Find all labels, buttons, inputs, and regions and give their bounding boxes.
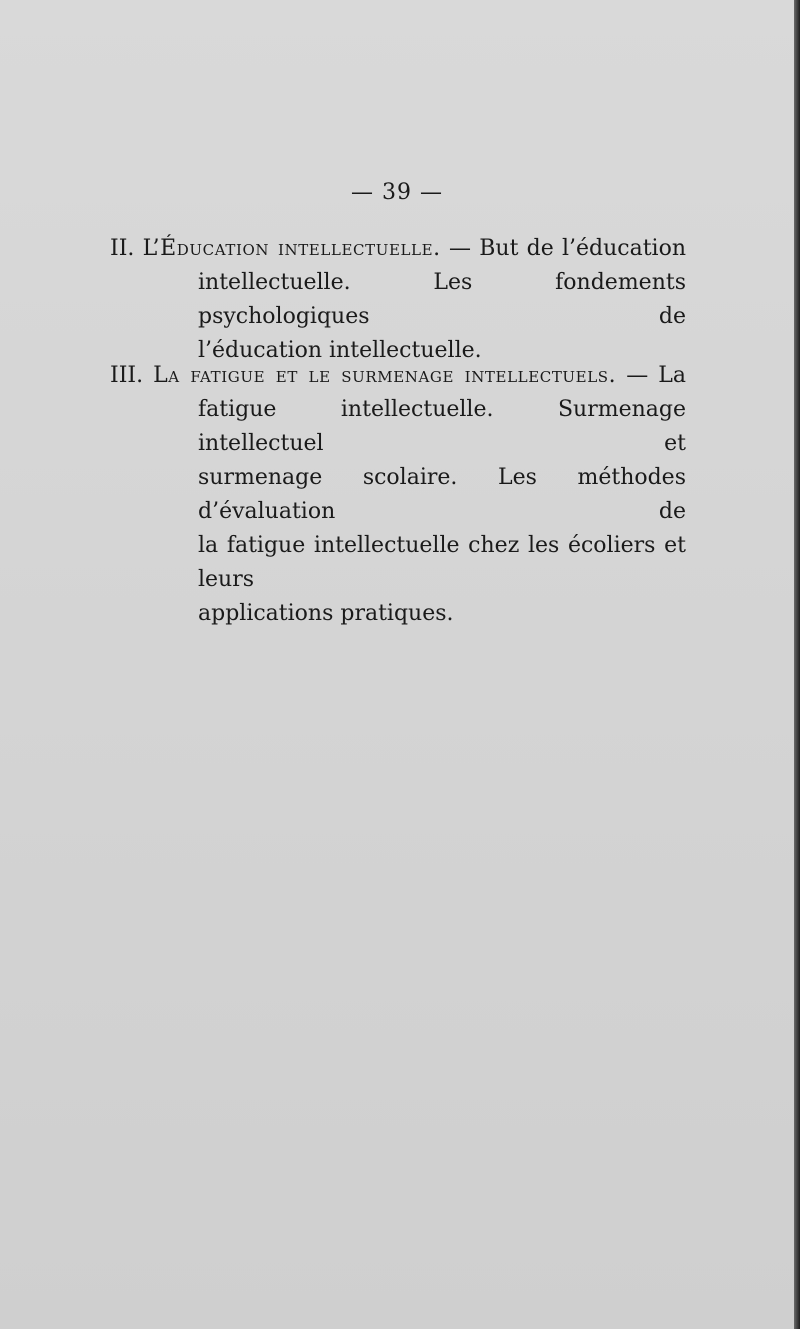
- toc-entry-education-intellectuelle: [110, 232, 687, 368]
- entry-first-text: — But de l’éducation: [440, 236, 687, 261]
- entry-line: l’éducation intellectuelle.: [198, 338, 482, 363]
- entry-line: surmenage scolaire. Les méthodes d’évaluation de: [198, 465, 686, 524]
- entry-first-text: — La: [616, 363, 686, 388]
- page-number: — 39 —: [351, 180, 443, 205]
- toc-entry-fatigue-surmenage: [110, 359, 686, 631]
- entry-number: III.: [110, 363, 144, 388]
- entry-first-line: [110, 232, 686, 266]
- entry-heading: L’Éducation intellectuelle.: [142, 236, 441, 261]
- entry-line: la fatigue intellectuelle chez les écoliers et leurs: [198, 533, 686, 592]
- entry-number: II.: [110, 236, 135, 261]
- entry-first-line: [110, 359, 686, 393]
- entry-heading: La fatigue et le surmenage intellectuels.: [153, 363, 617, 388]
- entry-line: applications pratiques.: [198, 601, 454, 626]
- entry-line: intellectuelle. Les fondements psychologiques de: [198, 270, 686, 329]
- entry-line: fatigue intellectuelle. Surmenage intellectuel et: [198, 397, 686, 456]
